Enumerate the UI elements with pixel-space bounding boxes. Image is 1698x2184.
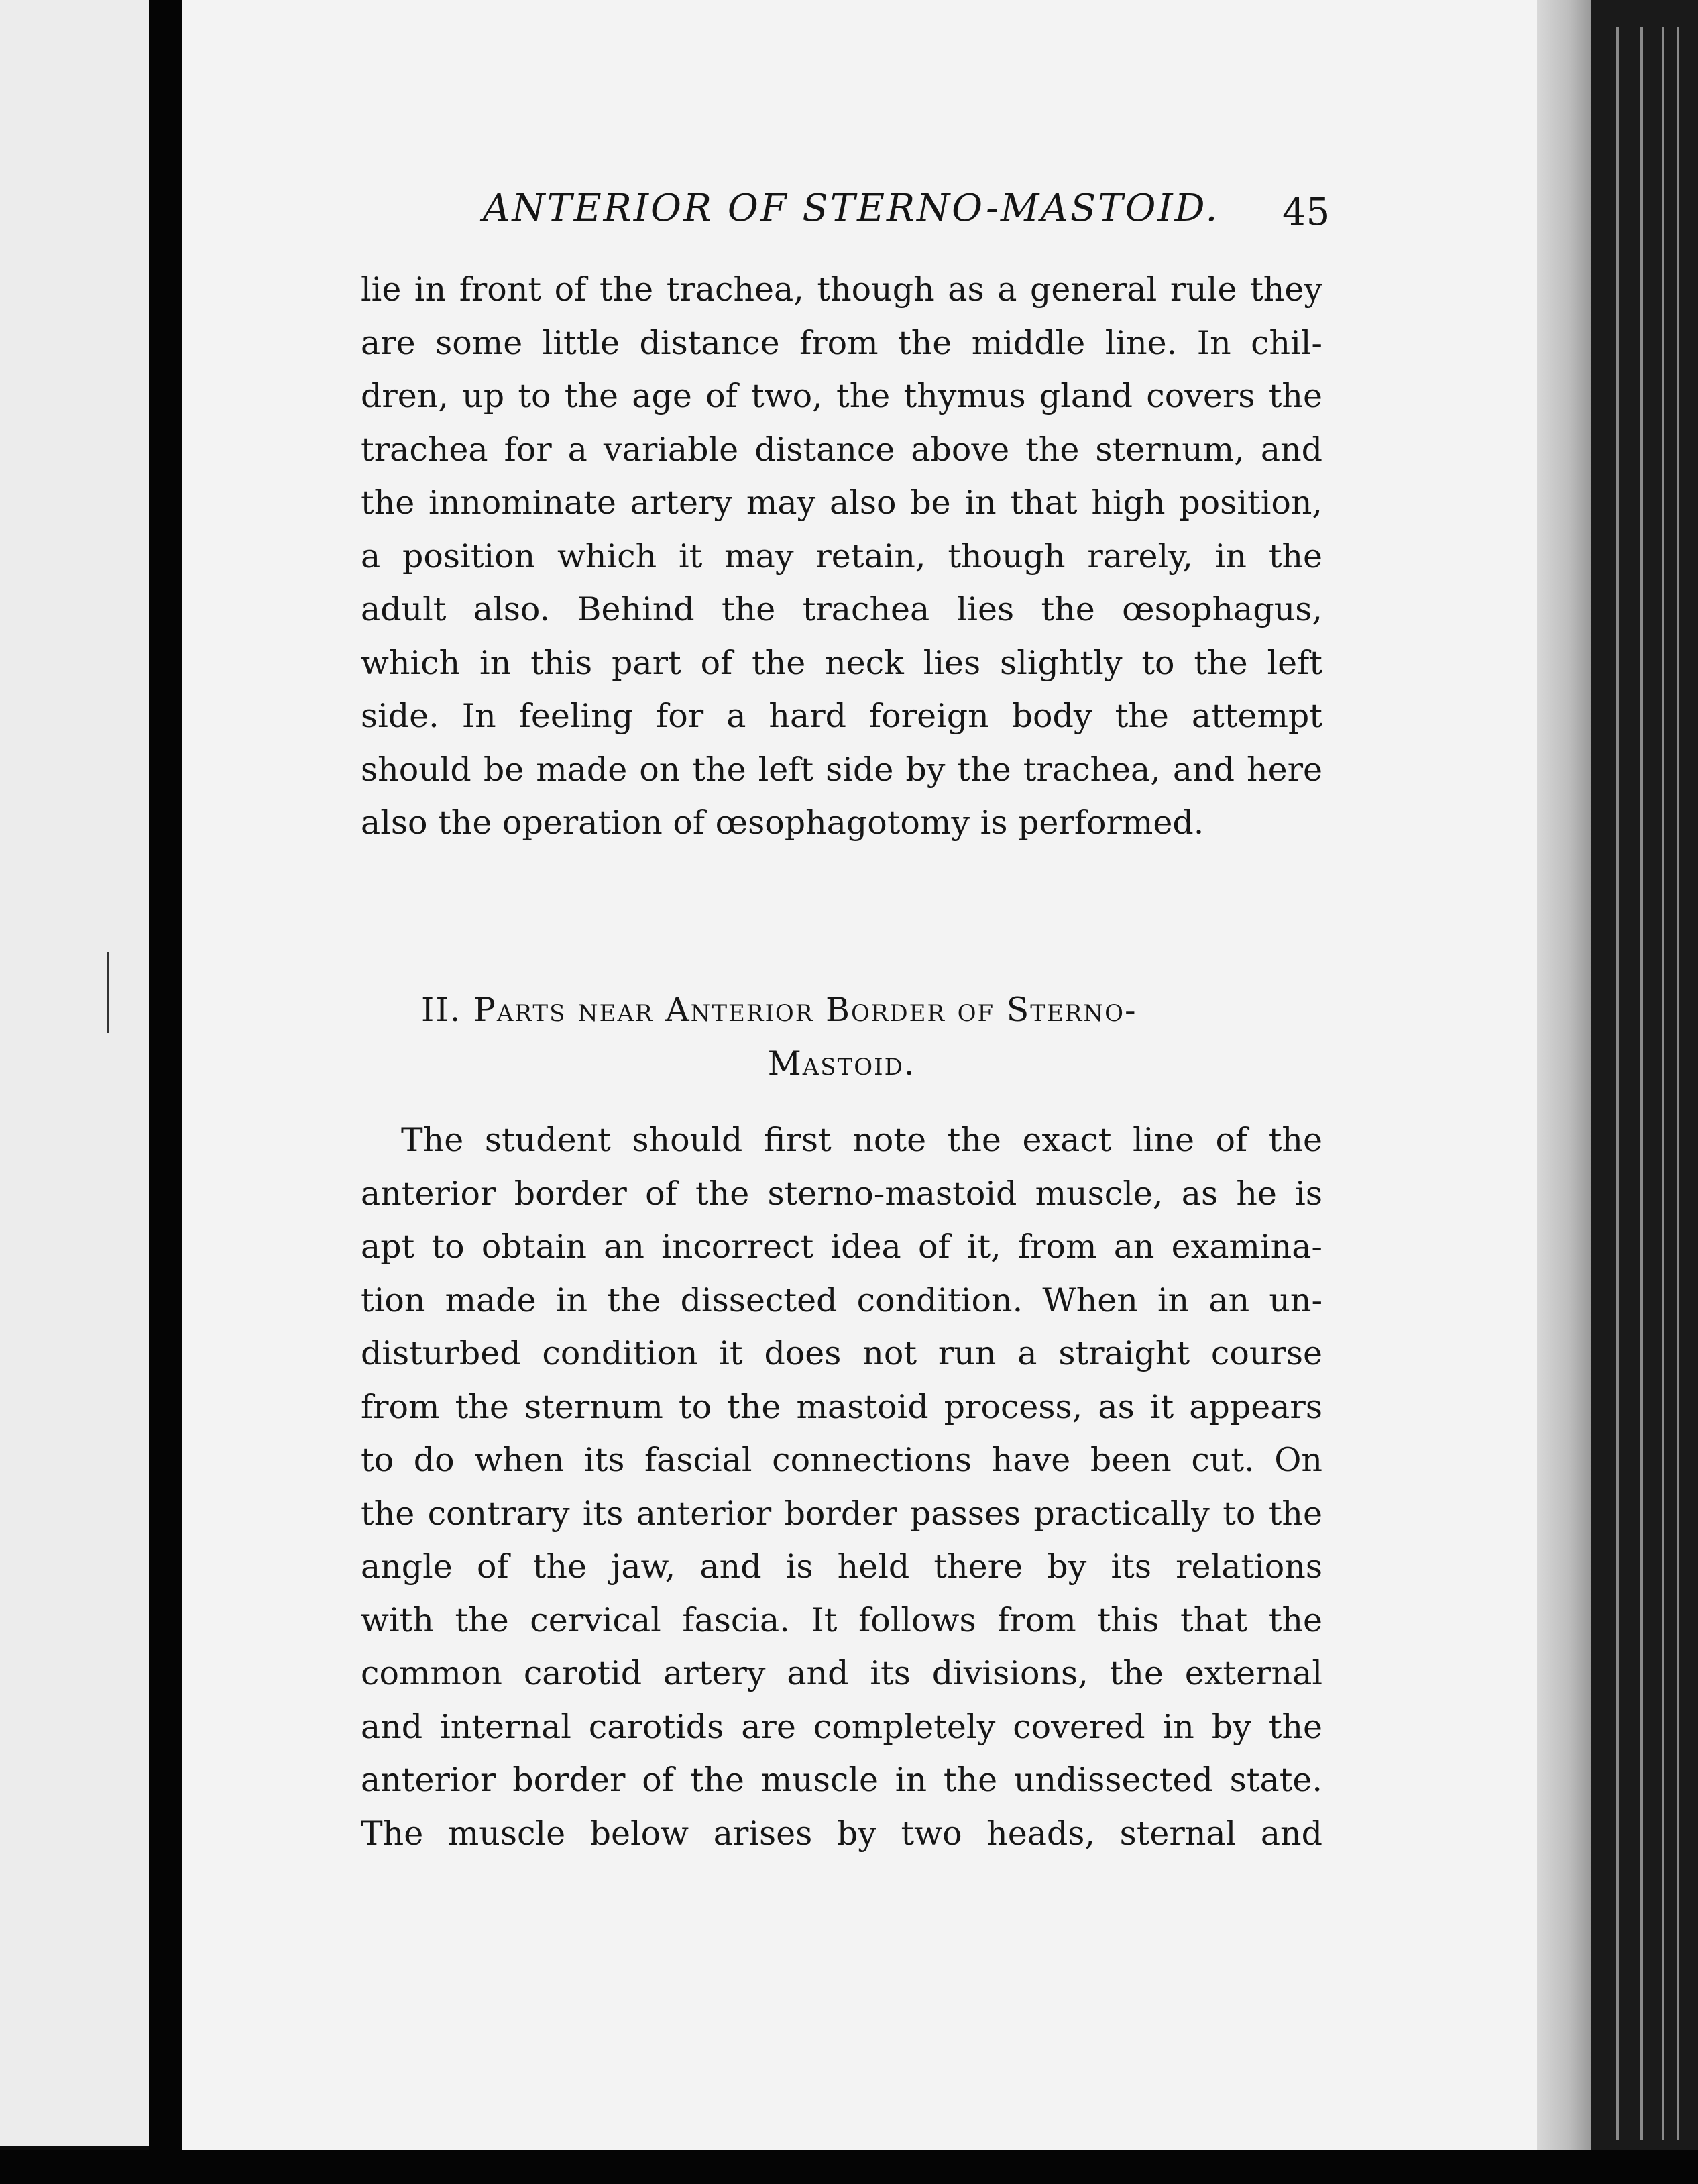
text-line: The student should first note the exact line of the	[401, 1121, 1322, 1159]
text-line: should be made on the left side by the trachea, and here	[361, 750, 1322, 789]
section-heading-line: II. Parts near Anterior Border of Sterno-	[421, 991, 1137, 1029]
fore-edge-line	[1677, 27, 1679, 2140]
text-line: a position which it may retain, though rarely, in the	[361, 537, 1322, 576]
text-line: which in this part of the neck lies slightly to the left	[361, 643, 1322, 682]
section-heading-line: Mastoid.	[767, 1044, 916, 1083]
text-line: anterior border of the sterno-mastoid muscle, as he is	[361, 1174, 1322, 1213]
page-number: 45	[1282, 190, 1331, 234]
section-heading	[361, 983, 1322, 1091]
text-line: also the operation of œsophagotomy is performed.	[361, 804, 1204, 842]
text-line: to do when its fascial connections have been cut. On	[361, 1441, 1322, 1479]
text-line: the contrary its anterior border passes practically to the	[361, 1494, 1322, 1533]
text-line: with the cervical fascia. It follows from this that the	[361, 1600, 1322, 1639]
paragraph-2	[361, 1113, 1322, 1860]
text-line: apt to obtain an incorrect idea of it, from an examina-	[361, 1227, 1322, 1266]
book-gutter	[149, 0, 182, 2184]
text-line: lie in front of the trachea, though as a general rule they	[361, 270, 1322, 309]
text-line: anterior border of the muscle in the undissected state.	[361, 1761, 1322, 1799]
paragraph-1	[361, 263, 1322, 850]
bottom-shadow	[0, 2150, 1698, 2184]
text-line: side. In feeling for a hard foreign body the attempt	[361, 697, 1322, 735]
fore-edge-line	[1662, 27, 1664, 2140]
text-line: dren, up to the age of two, the thymus gland covers the	[361, 377, 1322, 415]
text-line: adult also. Behind the trachea lies the œsophagus,	[361, 590, 1322, 629]
running-head: ANTERIOR OF STERNO-MASTOID.	[483, 186, 1220, 230]
text-line: the innominate artery may also be in that high position,	[361, 484, 1322, 522]
left-page-mark	[107, 952, 109, 1033]
text-line: are some little distance from the middle line. In chil-	[361, 323, 1322, 362]
left-page-edge	[0, 0, 149, 2146]
text-line: The muscle below arises by two heads, sternal and	[361, 1814, 1322, 1853]
fore-edge-line	[1616, 27, 1619, 2140]
fore-edge-dark	[1591, 0, 1698, 2184]
text-line: trachea for a variable distance above the sternum, and	[361, 430, 1322, 469]
fore-edge-line	[1640, 27, 1643, 2140]
text-line: from the sternum to the mastoid process, as it appears	[361, 1387, 1322, 1426]
text-line: tion made in the dissected condition. When in an un-	[361, 1280, 1322, 1319]
text-line: angle of the jaw, and is held there by its relations	[361, 1547, 1322, 1586]
text-line: disturbed condition it does not run a straight course	[361, 1334, 1322, 1372]
text-line: common carotid artery and its divisions, the external	[361, 1654, 1322, 1692]
text-line: and internal carotids are completely covered in by the	[361, 1707, 1322, 1746]
page-right-edge	[1537, 0, 1591, 2150]
